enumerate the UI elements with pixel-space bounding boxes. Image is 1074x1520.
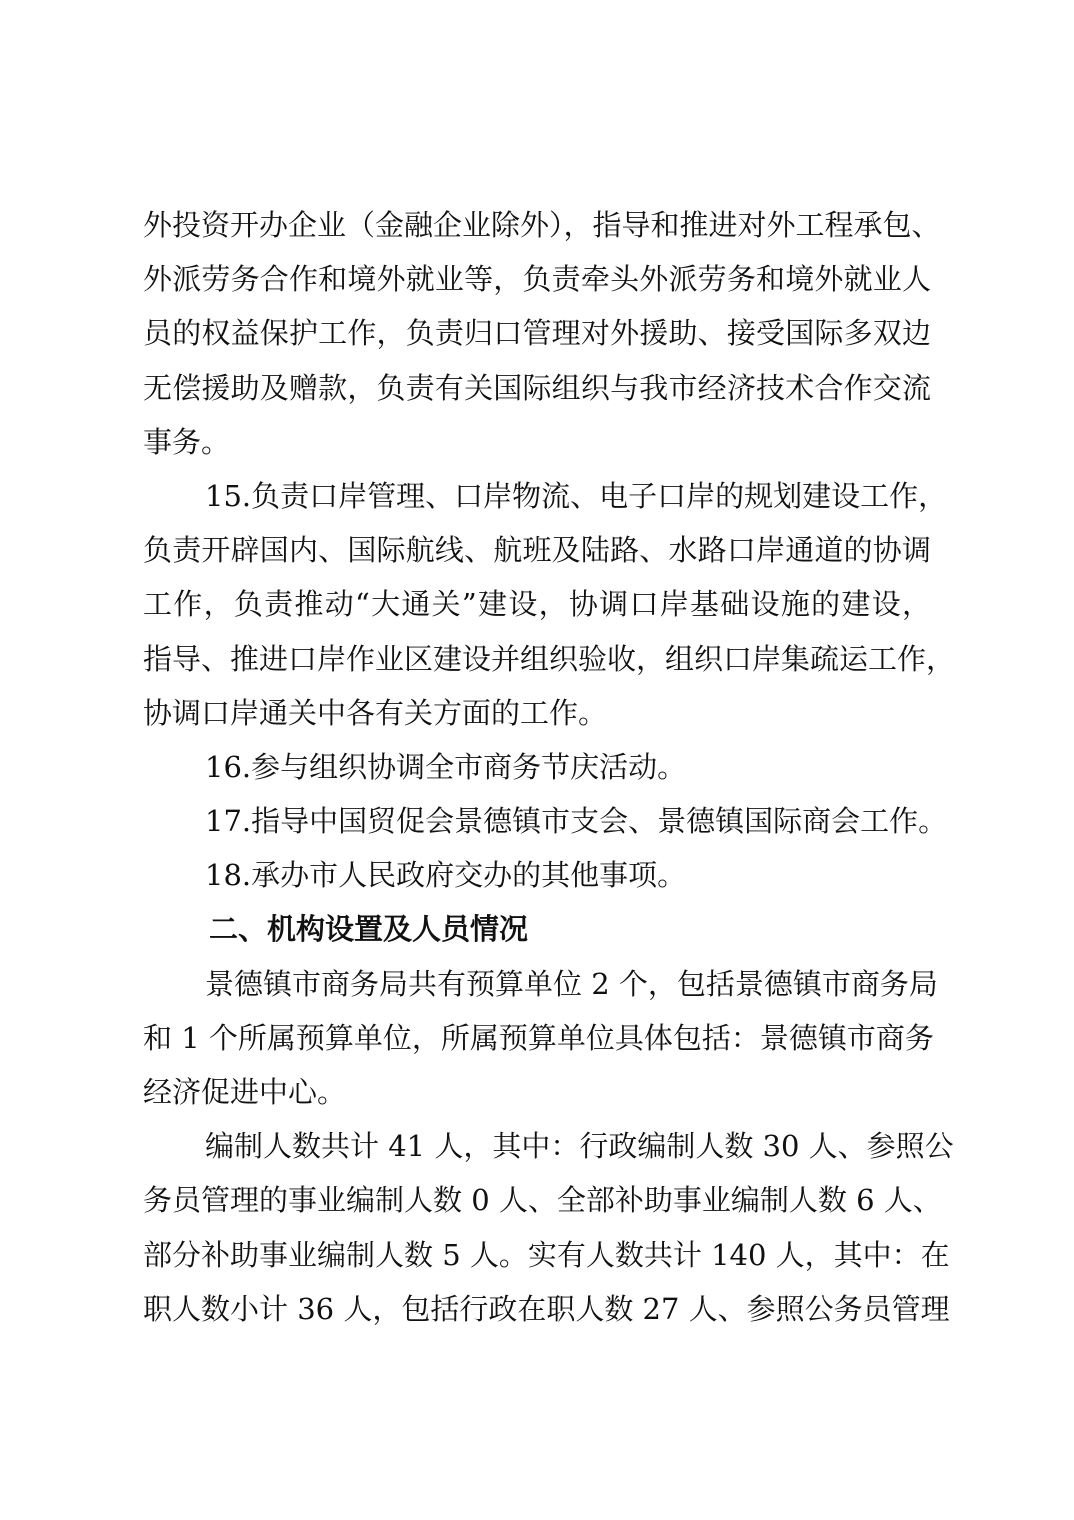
text-line: 15.负责口岸管理、口岸物流、电子口岸的规划建设工作， bbox=[205, 478, 948, 513]
text-line: 景德镇市商务局共有预算单位 2 个，包括景德镇市商务局 bbox=[205, 966, 938, 1001]
section-heading: 二、机构设置及人员情况 bbox=[209, 912, 529, 947]
text-line: 编制人数共计 41 人，其中：行政编制人数 30 人、参照公 bbox=[205, 1129, 954, 1164]
text-line: 17.指导中国贸促会景德镇市支会、景德镇国际商会工作。 bbox=[205, 804, 948, 839]
text-line: 16.参与组织协调全市商务节庆活动。 bbox=[205, 749, 687, 784]
text-line: 负责开辟国内、国际航线、航班及陆路、水路口岸通道的协调 bbox=[143, 533, 931, 568]
text-line: 协调口岸通关中各有关方面的工作。 bbox=[143, 695, 608, 730]
text-line: 18.承办市人民政府交办的其他事项。 bbox=[205, 858, 687, 893]
text-line: 外投资开办企业（金融企业除外），指导和推进对外工程承包、 bbox=[143, 208, 941, 242]
text-line: 务员管理的事业编制人数 0 人、全部补助事业编制人数 6 人、 bbox=[143, 1183, 942, 1218]
text-line: 无偿援助及赠款，负责有关国际组织与我市经济技术合作交流 bbox=[143, 370, 931, 405]
document-page bbox=[143, 198, 956, 1336]
text-line: 员的权益保护工作，负责归口管理对外援助、接受国际多双边 bbox=[143, 316, 931, 351]
text-line: 部分补助事业编制人数 5 人。实有人数共计 140 人，其中：在 bbox=[143, 1237, 950, 1272]
text-line: 职人数小计 36 人，包括行政在职人数 27 人、参照公务员管理 bbox=[143, 1291, 950, 1326]
text-line: 事务。 bbox=[143, 424, 231, 459]
text-line: 外派劳务合作和境外就业等，负责牵头外派劳务和境外就业人 bbox=[143, 262, 931, 297]
text-line: 工作，负责推动“大通关”建设，协调口岸基础设施的建设， bbox=[143, 587, 931, 622]
text-line: 和 1 个所属预算单位，所属预算单位具体包括：景德镇市商务 bbox=[143, 1020, 934, 1055]
text-line: 指导、推进口岸作业区建设并组织验收，组织口岸集疏运工作， bbox=[143, 641, 956, 676]
text-line: 经济促进中心。 bbox=[143, 1075, 347, 1109]
